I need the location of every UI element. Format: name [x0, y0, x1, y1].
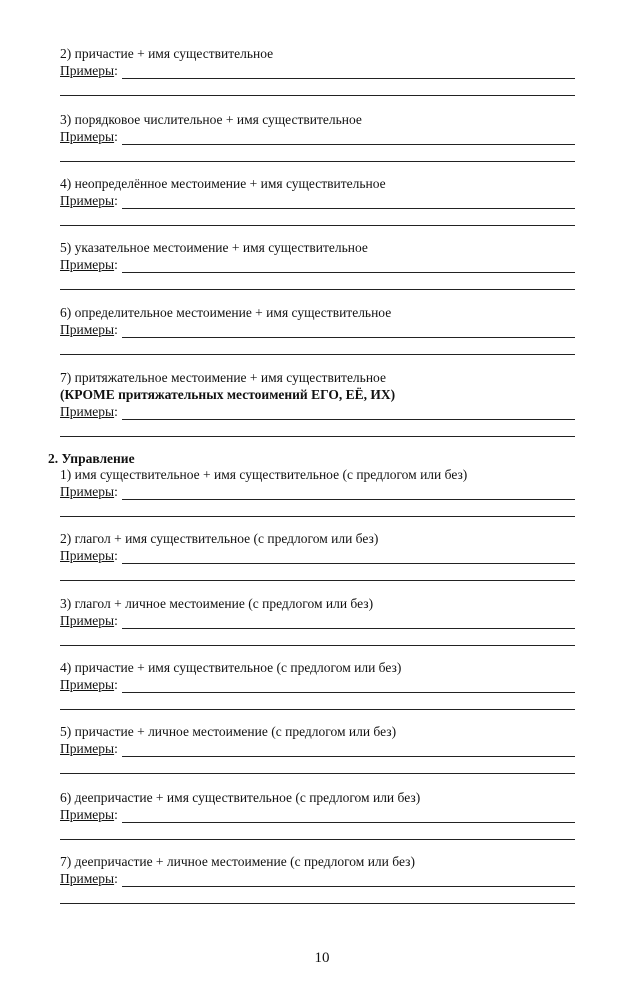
item-title: 1) имя существительное + имя существительное (с предлогом или без) [60, 467, 468, 482]
answer-line-extra [60, 420, 575, 437]
examples-label: Примеры [60, 193, 115, 208]
exercise-item-3-ordinal [60, 111, 575, 162]
item-title: 7) притяжательное местоимение + имя существительное [60, 370, 386, 385]
answer-line [122, 407, 575, 420]
answer-line-extra [60, 79, 575, 96]
exercise-item-5-demonstrative [60, 239, 575, 290]
answer-line [122, 196, 575, 209]
exercise-item-government-2 [60, 530, 575, 581]
examples-label: Примеры [60, 741, 115, 756]
examples-label: Примеры [60, 807, 115, 822]
answer-line-extra [60, 887, 575, 904]
examples-label: Примеры [60, 404, 115, 419]
exercise-item-government-3 [60, 595, 575, 646]
exercise-item-6-determinative [60, 304, 575, 355]
answer-line-extra [60, 823, 575, 840]
item-title: 6) деепричастие + имя существительное (с предлогом или без) [60, 790, 421, 805]
answer-line-extra [60, 500, 575, 517]
examples-row: Примеры : [60, 256, 575, 273]
exercise-item-government-7 [60, 853, 575, 904]
item-title: 5) указательное местоимение + имя существительное [60, 240, 368, 255]
examples-label: Примеры [60, 548, 115, 563]
item-title: 4) неопределённое местоимение + имя существительное [60, 176, 386, 191]
answer-line [122, 487, 575, 500]
examples-row: Примеры : [60, 547, 575, 564]
item-title: 6) определительное местоимение + имя существительное [60, 305, 392, 320]
item-title: 2) глагол + имя существительное (с предлогом или без) [60, 531, 379, 546]
examples-row: Примеры : [60, 806, 575, 823]
page-number: 10 [314, 950, 330, 966]
exercise-item-2-participle [60, 45, 575, 96]
examples-row: Примеры : [60, 62, 575, 79]
examples-row: Примеры : [60, 870, 575, 887]
examples-row: Примеры : [60, 740, 575, 757]
examples-label: Примеры [60, 257, 115, 272]
exercise-item-government-6 [60, 789, 575, 840]
item-title: 7) деепричастие + личное местоимение (с предлогом или без) [60, 854, 415, 869]
examples-label: Примеры [60, 322, 115, 337]
examples-row: Примеры : [60, 403, 575, 420]
item-title: 3) порядковое числительное + имя существительное [60, 112, 362, 127]
answer-line-extra [60, 564, 575, 581]
exercise-item-government-4 [60, 659, 575, 710]
examples-row: Примеры : [60, 192, 575, 209]
exercise-item-government-1 [60, 466, 575, 517]
examples-label: Примеры [60, 129, 115, 144]
item-title: 2) причастие + имя существительное [60, 46, 274, 61]
answer-line [122, 874, 575, 887]
answer-line [122, 260, 575, 273]
exercise-item-7-possessive [60, 369, 575, 437]
answer-line [122, 551, 575, 564]
examples-row: Примеры : [60, 676, 575, 693]
examples-row: Примеры : [60, 128, 575, 145]
examples-row: Примеры : [60, 321, 575, 338]
answer-line [122, 66, 575, 79]
examples-label: Примеры [60, 484, 115, 499]
item-title: 3) глагол + личное местоимение (с предлогом или без) [60, 596, 374, 611]
answer-line [122, 132, 575, 145]
examples-label: Примеры [60, 613, 115, 628]
answer-line-extra [60, 693, 575, 710]
answer-line [122, 810, 575, 823]
section-heading: 2. Управление [48, 451, 135, 466]
answer-line-extra [60, 273, 575, 290]
exercise-item-government-5 [60, 723, 575, 774]
examples-label: Примеры [60, 871, 115, 886]
answer-line-extra [60, 338, 575, 355]
answer-line [122, 680, 575, 693]
answer-line [122, 325, 575, 338]
answer-line-extra [60, 629, 575, 646]
examples-row: Примеры : [60, 483, 575, 500]
item-title: 5) причастие + личное местоимение (с предлогом или без) [60, 724, 397, 739]
answer-line [122, 744, 575, 757]
examples-row: Примеры : [60, 612, 575, 629]
item-note: (КРОМЕ притяжательных местоимений ЕГО, ЕЁ, ИХ) [60, 387, 396, 402]
answer-line-extra [60, 209, 575, 226]
answer-line [122, 616, 575, 629]
examples-label: Примеры [60, 677, 115, 692]
exercise-item-4-indefinite [60, 175, 575, 226]
examples-label: Примеры [60, 63, 115, 78]
item-title: 4) причастие + имя существительное (с предлогом или без) [60, 660, 402, 675]
answer-line-extra [60, 145, 575, 162]
answer-line-extra [60, 757, 575, 774]
